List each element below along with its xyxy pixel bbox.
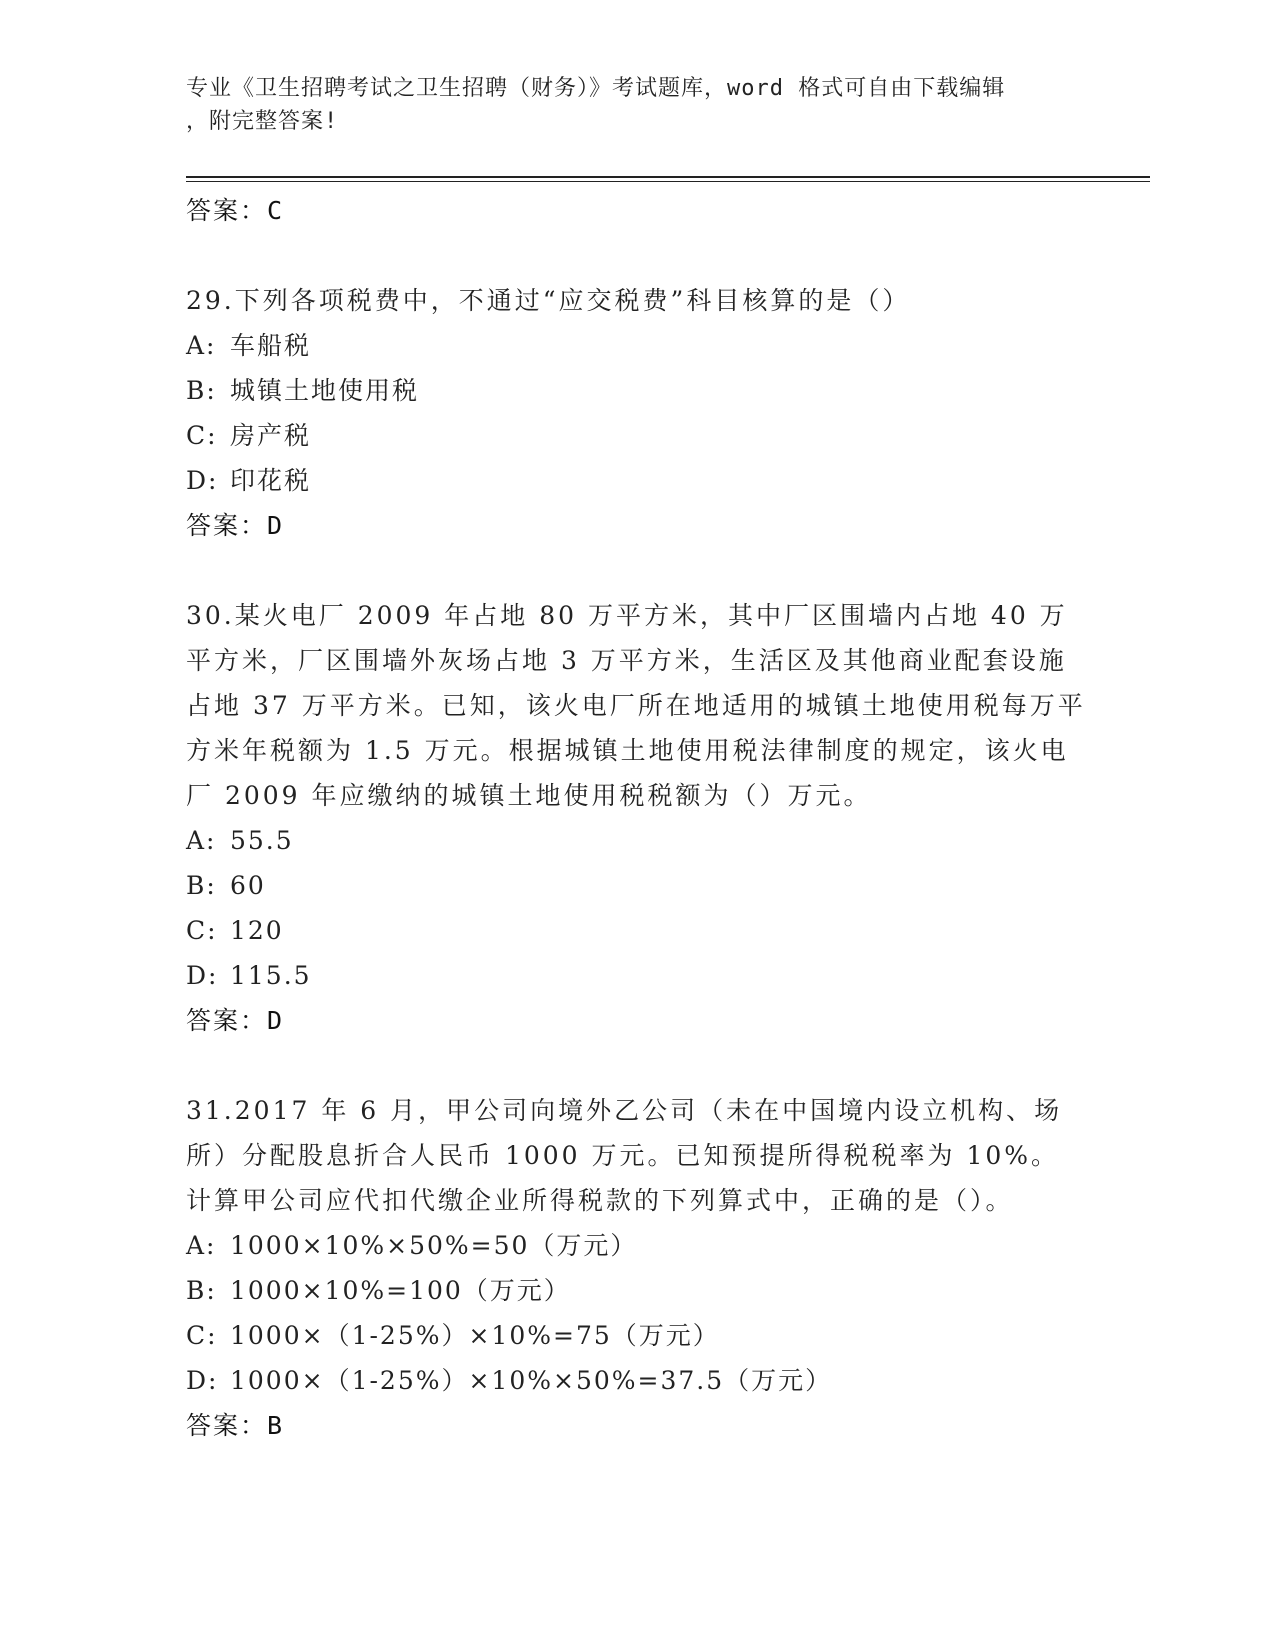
option-c <box>186 1313 1086 1358</box>
question-answer <box>186 503 1086 548</box>
option-c <box>186 908 1086 953</box>
header-divider-thick <box>186 176 1150 178</box>
option-letter: A: <box>186 331 217 360</box>
spacer <box>186 1043 1086 1088</box>
option-text: 55.5 <box>230 826 294 855</box>
option-letter: D: <box>186 1366 219 1395</box>
question-answer <box>186 998 1086 1043</box>
option-a <box>186 1223 1086 1268</box>
answer-value: D <box>267 1006 285 1035</box>
answer-value: C <box>267 196 285 225</box>
answer-label: 答案： <box>186 1006 268 1035</box>
question-stem: 30.某火电厂 2009 年占地 80 万平方米，其中厂区围墙内占地 40 万平方米，厂区围墙外灰场占地 3 万平方米，生活区及其他商业配套设施占地 37 万平方米。已知，该火电厂所在地适用的城镇土地使用税每万平方米年税额为 1.5 万元。根据城镇土地使用税法律制度的规定，该火电厂 2009 年应缴纳的城镇土地使用税税额为（）万元。 <box>186 601 1086 810</box>
option-letter: B: <box>186 871 217 900</box>
option-text: 115.5 <box>230 961 312 990</box>
answer-label: 答案： <box>186 1411 268 1440</box>
document-header <box>186 72 1066 138</box>
option-d <box>186 953 1086 998</box>
option-d <box>186 458 1086 503</box>
option-text: 房产税 <box>230 421 312 450</box>
option-text: 120 <box>230 916 284 945</box>
question-31 <box>186 1088 1086 1448</box>
option-d <box>186 1358 1086 1403</box>
answer-value: B <box>267 1411 285 1440</box>
header-line-2: ，附完整答案! <box>186 109 339 134</box>
option-b <box>186 863 1086 908</box>
option-letter: B: <box>186 376 217 405</box>
option-a <box>186 818 1086 863</box>
question-stem: 31.2017 年 6 月，甲公司向境外乙公司（未在中国境内设立机构、场所）分配股息折合人民币 1000 万元。已知预提所得税税率为 10%。计算甲公司应代扣代缴企业所得税款的下列算式中，正确的是（）。 <box>186 1096 1063 1215</box>
option-text: 城镇土地使用税 <box>230 376 420 405</box>
option-b <box>186 1268 1086 1313</box>
option-letter: A: <box>186 1231 217 1260</box>
question-29 <box>186 278 1086 548</box>
option-letter: D: <box>186 466 219 495</box>
question-answer <box>186 1403 1086 1448</box>
answer-label: 答案： <box>186 196 268 225</box>
spacer <box>186 233 1086 278</box>
option-text: 1000×（1-25%）×10%×50%=37.5（万元） <box>230 1366 833 1395</box>
header-line-1: 专业《卫生招聘考试之卫生招聘（财务）》考试题库，word 格式可自由下载编辑 <box>186 76 1006 101</box>
question-list <box>186 188 1086 1448</box>
question-stem: 29.下列各项税费中，不通过“应交税费”科目核算的是（） <box>186 286 911 315</box>
option-text: 1000×10%×50%=50（万元） <box>230 1231 638 1260</box>
option-letter: C: <box>186 1321 218 1350</box>
question-30 <box>186 593 1086 1043</box>
previous-answer <box>186 188 1086 233</box>
option-b <box>186 368 1086 413</box>
option-text: 车船税 <box>230 331 312 360</box>
option-text: 60 <box>230 871 266 900</box>
option-letter: A: <box>186 826 217 855</box>
spacer <box>186 548 1086 593</box>
option-text: 1000×（1-25%）×10%=75（万元） <box>230 1321 720 1350</box>
option-text: 1000×10%=100（万元） <box>230 1276 571 1305</box>
option-letter: B: <box>186 1276 217 1305</box>
answer-value: D <box>267 511 285 540</box>
option-c <box>186 413 1086 458</box>
option-letter: C: <box>186 916 218 945</box>
option-text: 印花税 <box>230 466 312 495</box>
option-letter: C: <box>186 421 218 450</box>
answer-label: 答案： <box>186 511 268 540</box>
header-divider-thin <box>186 181 1150 182</box>
option-letter: D: <box>186 961 219 990</box>
option-a <box>186 323 1086 368</box>
